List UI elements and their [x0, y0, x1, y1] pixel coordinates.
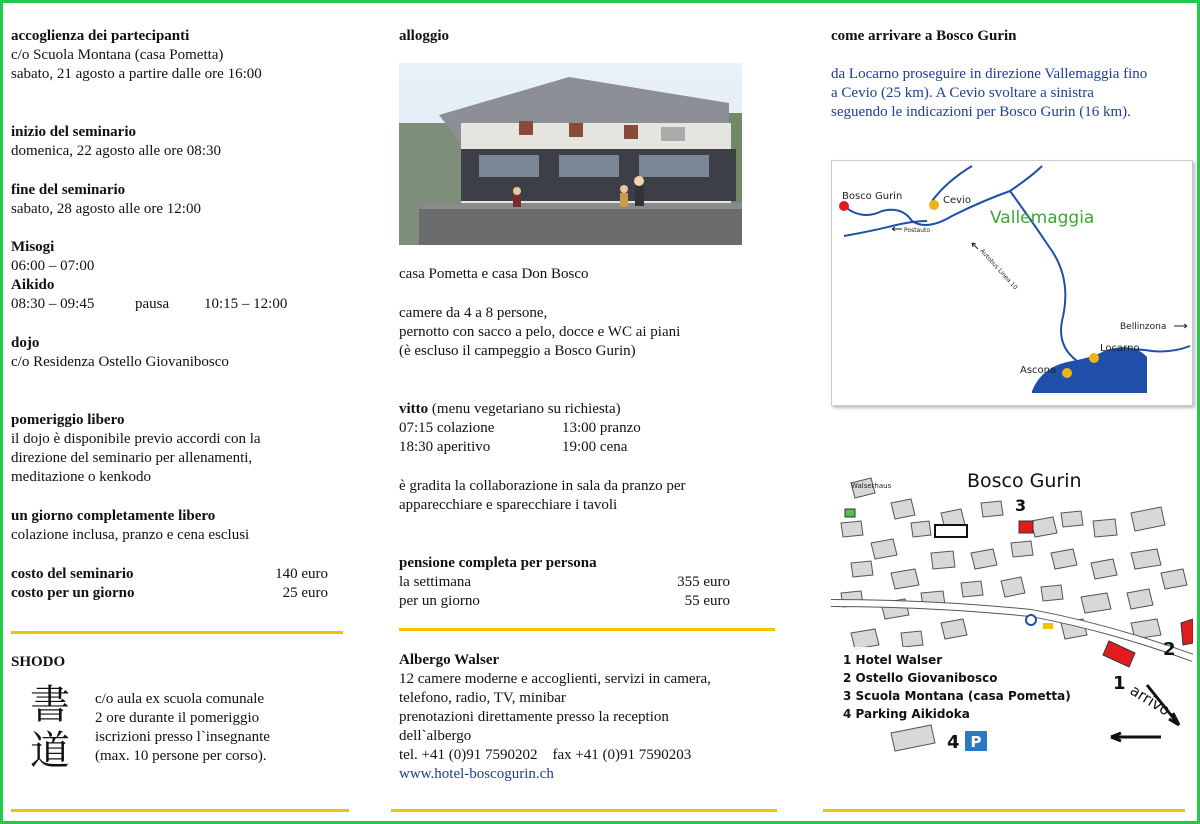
albergo-website-link[interactable]: www.hotel-boscogurin.ch — [399, 766, 554, 782]
label-number-3: 3 — [1015, 496, 1027, 515]
dojo-line1: c/o Residenza Ostello Giovanibosco — [11, 354, 229, 370]
region-map — [831, 160, 1193, 406]
inizio-title: inizio del seminario — [11, 124, 136, 140]
fine-line1: sabato, 28 agosto alle ore 12:00 — [11, 201, 201, 217]
giorno-libero-line1: colazione inclusa, pranzo e cena esclusi — [11, 527, 250, 543]
divider — [399, 628, 775, 631]
label-vallemaggia: Vallemaggia — [990, 208, 1095, 228]
costo-seminario-label: costo del seminario — [11, 566, 134, 582]
settimana-value: 355 euro — [677, 574, 730, 590]
parking-p-label: P — [970, 733, 982, 751]
inizio-line1: domenica, 22 agosto alle ore 08:30 — [11, 143, 221, 159]
vitto-colazione: 07:15 colazione — [399, 420, 495, 436]
albergo-tel-fax: tel. +41 (0)91 7590202 fax +41 (0)91 7590203 — [399, 747, 692, 763]
label-number-4: 4 — [947, 732, 960, 753]
village-map — [831, 463, 1193, 768]
vitto-note: (menu vegetariano su richiesta) — [428, 401, 621, 417]
shodo-line4: (max. 10 persone per corso). — [95, 748, 267, 764]
shodo-kanji-1: 書 — [30, 682, 70, 728]
divider-bottom — [11, 809, 349, 812]
pensione-giorno-value: 55 euro — [684, 593, 730, 609]
alloggio-title: alloggio — [399, 28, 450, 44]
costo-seminario-value: 140 euro — [275, 566, 328, 582]
arrivare-title: come arrivare a Bosco Gurin — [831, 28, 1017, 44]
cevio-marker — [929, 200, 939, 210]
shodo-title: SHODO — [11, 654, 66, 670]
albergo-line2: telefono, radio, TV, minibar — [399, 690, 566, 706]
label-autobus: Autobus Linea 10 — [978, 247, 1019, 292]
column-alloggio — [399, 3, 779, 821]
label-arrivo: arrivo — [1126, 681, 1174, 720]
house-photo — [399, 63, 742, 245]
label-number-1: 1 — [1113, 673, 1126, 694]
aikido-time2: 10:15 – 12:00 — [204, 296, 288, 312]
village-map-title: Bosco Gurin — [967, 470, 1082, 492]
camere-line1: camere da 4 a 8 persone, — [399, 305, 548, 321]
label-walserhaus: Walserhaus — [851, 482, 892, 490]
label-bosco-gurin: Bosco Gurin — [842, 191, 903, 202]
misogi-time: 06:00 – 07:00 — [11, 258, 95, 274]
gradita-line2: apparecchiare e sparecchiare i tavoli — [399, 497, 618, 513]
vitto-aperitivo: 18:30 aperitivo — [399, 439, 491, 455]
albergo-line1: 12 camere moderne e accoglienti, servizi in camera, — [399, 671, 711, 687]
arrivare-line1: da Locarno proseguire in direzione Vallemaggia fino — [831, 66, 1148, 82]
label-number-2: 2 — [1163, 639, 1176, 660]
pomeriggio-line3: meditazione o kenkodo — [11, 469, 151, 485]
arrivare-line3: seguendo le indicazioni per Bosco Gurin (16 km). — [831, 104, 1131, 120]
column-info — [11, 3, 346, 821]
ascona-marker — [1062, 368, 1072, 378]
fine-title: fine del seminario — [11, 182, 126, 198]
legend-item-2: 2 Ostello Giovanibosco — [843, 671, 998, 685]
pomeriggio-line2: direzione del seminario per allenamenti, — [11, 450, 253, 466]
vitto-cena: 19:00 cena — [562, 439, 628, 455]
scuola-montana-marker — [1019, 521, 1033, 533]
divider-bottom — [391, 809, 777, 812]
divider-bottom — [823, 809, 1185, 812]
vitto-pranzo: 13:00 pranzo — [562, 420, 641, 436]
shodo-line1: c/o aula ex scuola comunale — [95, 691, 265, 707]
shodo-line3: iscrizioni presso l`insegnante — [95, 729, 270, 745]
shodo-line2: 2 ore durante il pomeriggio — [95, 710, 260, 726]
accoglienza-title: accoglienza dei partecipanti — [11, 28, 190, 44]
pomeriggio-line1: il dojo è disponibile previo accordi con la — [11, 431, 261, 447]
dojo-title: dojo — [11, 335, 40, 351]
aikido-time1: 08:30 – 09:45 — [11, 296, 95, 312]
albergo-line4: dell`albergo — [399, 728, 472, 744]
bosco-gurin-marker — [839, 201, 849, 211]
column-arrivare — [831, 3, 1193, 821]
camere-line2: pernotto con sacco a pelo, docce e WC ai piani — [399, 324, 681, 340]
photo-caption: casa Pometta e casa Don Bosco — [399, 266, 589, 282]
settimana-label: la settimana — [399, 574, 472, 590]
albergo-line3: prenotazioni direttamente presso la reception — [399, 709, 669, 725]
locarno-marker — [1089, 353, 1099, 363]
legend-item-1: 1 Hotel Walser — [843, 653, 943, 667]
aikido-title: Aikido — [11, 277, 55, 293]
costo-giorno-label: costo per un giorno — [11, 585, 135, 601]
vitto-title: vitto — [399, 401, 429, 417]
label-postauto: Postauto — [904, 227, 931, 234]
label-cevio: Cevio — [943, 195, 971, 206]
accoglienza-line2: sabato, 21 agosto a partire dalle ore 16:00 — [11, 66, 262, 82]
pensione-giorno-label: per un giorno — [399, 593, 480, 609]
aikido-pausa: pausa — [135, 296, 170, 312]
divider — [11, 631, 343, 634]
pomeriggio-title: pomeriggio libero — [11, 412, 125, 428]
vitto-heading — [399, 400, 621, 419]
legend-item-3: 3 Scuola Montana (casa Pometta) — [843, 689, 1071, 703]
costo-giorno-value: 25 euro — [282, 585, 328, 601]
accoglienza-line1: c/o Scuola Montana (casa Pometta) — [11, 47, 224, 63]
shodo-kanji-2: 道 — [30, 728, 70, 770]
arrivare-line2: a Cevio (25 km). A Cevio svoltare a sinistra — [831, 85, 1094, 101]
shodo-calligraphy — [21, 672, 79, 770]
church-icon — [935, 525, 967, 537]
label-locarno: Locarno — [1100, 343, 1140, 354]
ostello-marker — [1181, 619, 1193, 645]
label-bellinzona: Bellinzona — [1120, 322, 1167, 332]
misogi-title: Misogi — [11, 239, 55, 255]
gradita-line1: è gradita la collaborazione in sala da pranzo per — [399, 478, 686, 494]
legend-item-4: 4 Parking Aikidoka — [843, 707, 970, 721]
camere-line3: (è escluso il campeggio a Bosco Gurin) — [399, 343, 636, 359]
pensione-title: pensione completa per persona — [399, 555, 597, 571]
albergo-title: Albergo Walser — [399, 652, 500, 668]
giorno-libero-title: un giorno completamente libero — [11, 508, 216, 524]
label-ascona: Ascona — [1020, 365, 1057, 376]
